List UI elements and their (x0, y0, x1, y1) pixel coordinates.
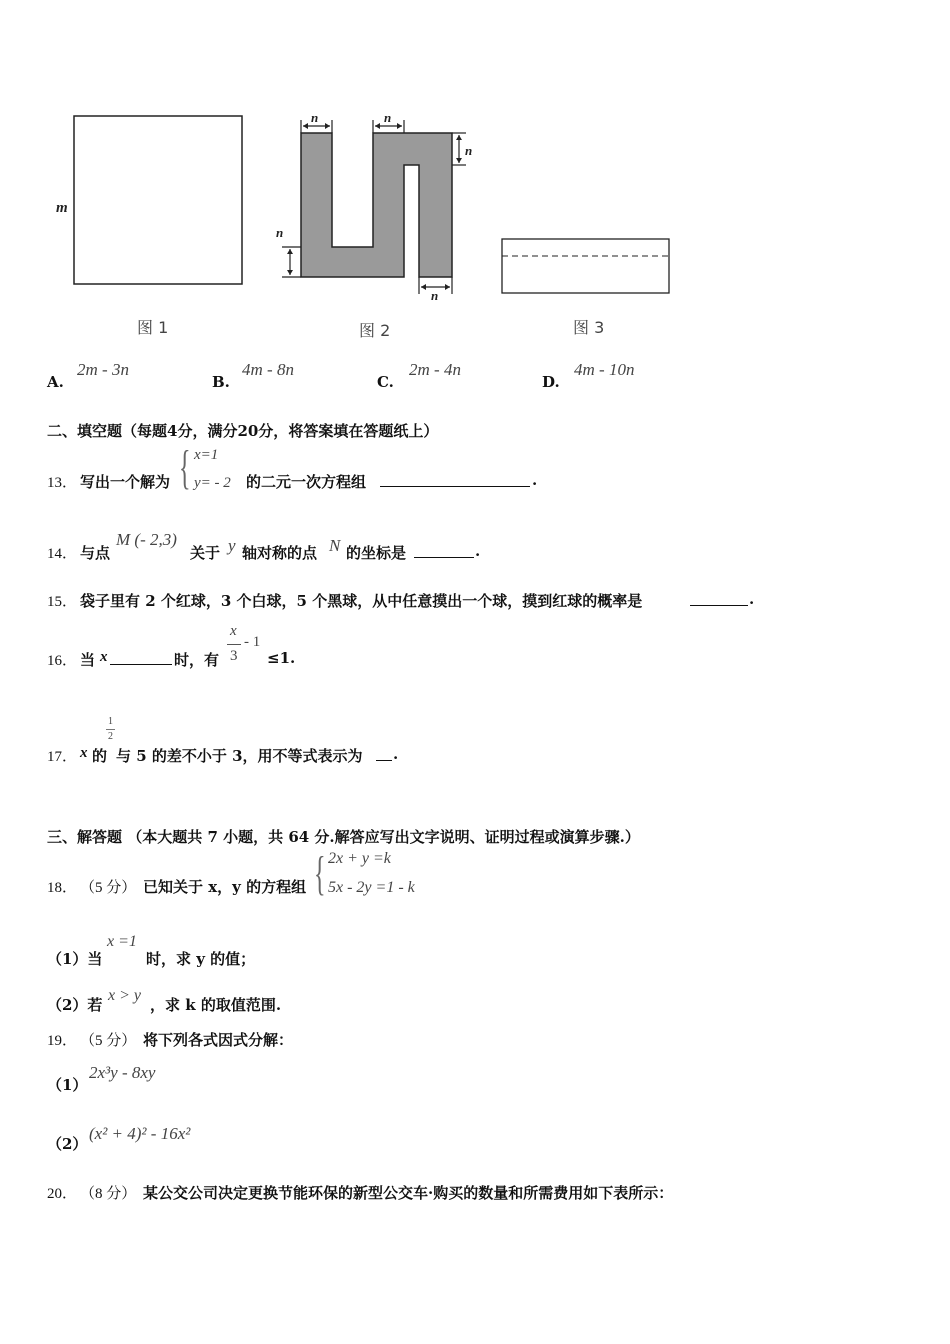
option-b-letter: B. (212, 373, 230, 391)
q13-answer-blank[interactable] (380, 472, 530, 487)
fig2-dim-label-right: n (465, 143, 473, 158)
option-d-letter: D. (542, 373, 560, 391)
section3-title: 三、解答题 （本大题共 7 小题，共 64 分.解答应写出文字说明、证明过程或演算步骤.） (47, 828, 640, 846)
q13-end: . (532, 471, 538, 489)
q14-mid2: 轴对称的点 (242, 544, 318, 562)
q19-part2-expr: (x² + 4)² - 16x² (89, 1124, 191, 1143)
q16-minus-one: - 1 (244, 634, 261, 650)
q18-eq1: 2x + y =k (328, 850, 391, 867)
q15-text: 袋子里有 2 个红球，3 个白球，5 个黑球，从中任意摸出一个球，摸到红球的概率是 (80, 592, 643, 610)
q17-frac-bar (106, 729, 115, 730)
option-c-letter: C. (377, 373, 394, 391)
q18-part2-text: ，求 k 的取值范围. (150, 996, 282, 1014)
fig2-dim-label-top-left: n (311, 110, 319, 125)
fig1-side-label: m (56, 200, 68, 216)
q19-score: （5 分） (80, 1033, 137, 1049)
fig1-caption: 图 1 (137, 318, 169, 337)
q18-eq2: 5x - 2y =1 - k (328, 879, 415, 896)
fig2-shape (301, 133, 452, 277)
q13-eq1: x=1 (194, 447, 219, 463)
q18-pre: 已知关于 x，y 的方程组 (143, 878, 307, 896)
option-a-value: 2m - 3n (77, 360, 129, 379)
option-d-value: 4m - 10n (574, 360, 635, 379)
q18-score: （5 分） (80, 880, 137, 896)
q19-part1-expr: 2x³y - 8xy (89, 1063, 156, 1082)
q17-number: 17． (47, 749, 78, 765)
q17-end: . (393, 745, 399, 763)
q14-pre: 与点 (80, 544, 111, 562)
q16-pre: 当 (80, 651, 96, 669)
q15-end: . (749, 590, 755, 608)
fig2-dim-label-top-mid: n (384, 110, 392, 125)
q16-var: x (100, 649, 108, 665)
q20-text: 某公交公司决定更换节能环保的新型公交车·购买的数量和所需费用如下表所示： (143, 1184, 674, 1202)
q14-answer-blank[interactable] (414, 543, 474, 558)
q14-post: 的坐标是 (346, 544, 407, 562)
q14-end: . (475, 542, 481, 560)
fig2-dim-label-left: n (276, 225, 284, 240)
q16-number: 16． (47, 653, 78, 669)
q16-frac-den: 3 (230, 648, 238, 664)
q18-brace: { (314, 847, 326, 900)
q20-score: （8 分） (80, 1186, 137, 1202)
q14-number: 14． (47, 546, 78, 562)
q17-text: 与 5 的差不小于 3，用不等式表示为 (116, 747, 363, 765)
q17-answer-blank[interactable] (376, 746, 392, 761)
option-b-value: 4m - 8n (242, 360, 294, 379)
q13-eq2: y= - 2 (194, 475, 231, 491)
section2-title: 二、填空题（每题4分，满分20分，将答案填在答题纸上） (47, 422, 439, 440)
q18-part1-text: 时，求 y 的值； (146, 950, 256, 968)
q17-de: 的 (92, 747, 108, 765)
q18-part2-label: （2）若 (47, 996, 103, 1014)
q14-point-n: N (329, 536, 341, 555)
fig2-dim-label-bottom: n (431, 288, 439, 303)
q19-number: 19． (47, 1033, 78, 1049)
q16-post: ≤1. (267, 649, 296, 667)
figure-row (0, 100, 950, 350)
q16-frac-num: x (230, 623, 237, 639)
fig2-caption: 图 2 (359, 321, 391, 340)
q14-mid1: 关于 (190, 544, 221, 562)
q15-number: 15． (47, 594, 78, 610)
q13-number: 13． (47, 475, 78, 491)
q19-part1-label: （1） (47, 1076, 88, 1094)
q18-part1-label: （1）当 (47, 950, 103, 968)
q19-part2-label: （2） (47, 1135, 88, 1153)
q18-number: 18． (47, 880, 78, 896)
fig3-rect (502, 239, 669, 293)
q19-text: 将下列各式因式分解： (143, 1031, 294, 1049)
q14-axis: y (228, 536, 236, 555)
fig3-caption: 图 3 (573, 318, 605, 337)
q13-post: 的二元一次方程组 (246, 473, 367, 491)
fig1-square (74, 116, 242, 284)
q16-frac-bar (227, 644, 241, 645)
q16-mid: 时，有 (174, 651, 220, 669)
q14-point-m: M (- 2,3) (116, 530, 177, 549)
q18-part1-cond: x =1 (107, 933, 137, 950)
q20-number: 20． (47, 1186, 78, 1202)
q17-var: x (80, 745, 88, 761)
q17-frac-num: 1 (108, 716, 113, 727)
q18-part2-cond: x > y (108, 987, 141, 1004)
q13-brace: { (179, 441, 191, 494)
option-a-letter: A. (47, 373, 64, 391)
q15-answer-blank[interactable] (690, 591, 748, 606)
q13-pre: 写出一个解为 (80, 473, 171, 491)
q17-frac-den: 2 (108, 731, 113, 742)
q16-answer-blank[interactable] (110, 650, 172, 665)
option-c-value: 2m - 4n (409, 360, 461, 379)
